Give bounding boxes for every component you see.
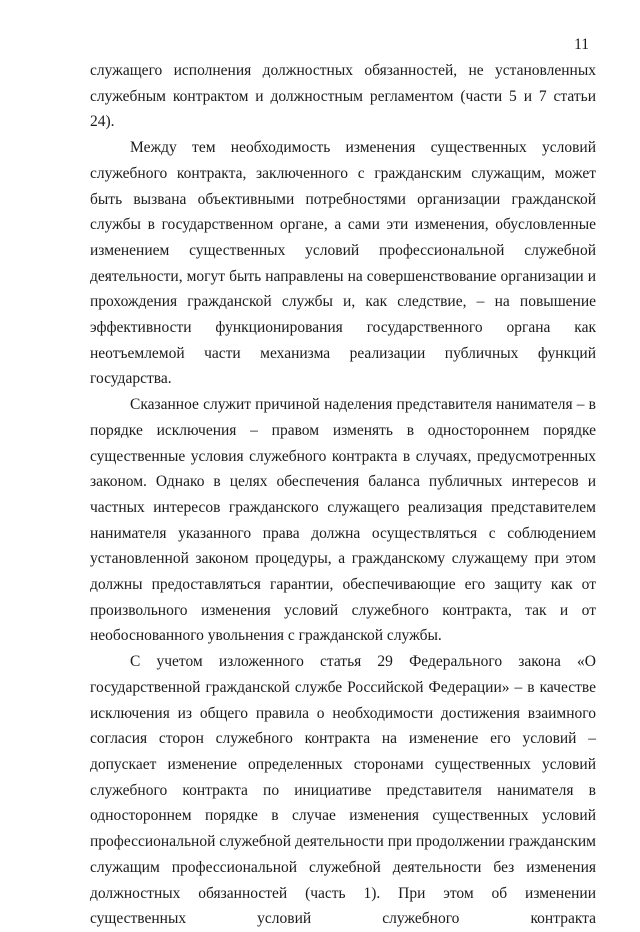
paragraph-continuation: служащего исполнения должностных обязанностей, не установленных служебным контрактом и должностным регламентом (части 5 и 7 статьи 24). (90, 62, 596, 131)
paragraph-employer-unilateral-right: Сказанное служит причиной наделения представителя нанимателя – в порядке исключения – правом изменять в одностороннем порядке существенные условия служебного контракта в случаях, предусмотренных законом. Однако в целях обеспечения баланса публичных интересов и частных интересов гражданского служащего реализация представителем нанимателя указанного права должна осуществляться с соблюдением установленной законом процедуры, а гражданскому служащему при этом должны предоставляться гарантии, обеспечивающие его защиту как от произвольного изменения условий служебного контракта, так и от необоснованного увольнения с гражданской службы. (90, 396, 596, 645)
paragraph-contract-change-reasons: Между тем необходимость изменения существенных условий служебного контракта, заключенного с гражданским служащим, может быть вызвана объективными потребностями организации гражданской службы в государственном органе, а сами эти изменения, обусловленные изменением существенных условий профессиональной служебной деятельности, могут быть направлены на совершенствование организации и прохождения гражданской службы и, как следствие, – на повышение эффективности функционирования государственного органа как неотъемлемой части механизма реализации публичных функций государства. (90, 139, 596, 388)
paragraph-article-29: С учетом изложенного статья 29 Федерального закона «О государственной гражданской службе Российской Федерации» – в качестве исключения из общего правила о необходимости достижения взаимного согласия сторон служебного контракта на изменение его условий – допускает изменение определенных сторонами существенных условий служебного контракта по инициативе представителя нанимателя в одностороннем порядке в случае изменения существенных условий профессиональной служебной деятельности при продолжении гражданским служащим профессиональной служебной деятельности без изменения должностных обязанностей (часть 1). При этом об изменении существенных условий служебного контракта (90, 653, 596, 928)
page-number: 11 (574, 36, 589, 53)
document-body (90, 58, 596, 932)
